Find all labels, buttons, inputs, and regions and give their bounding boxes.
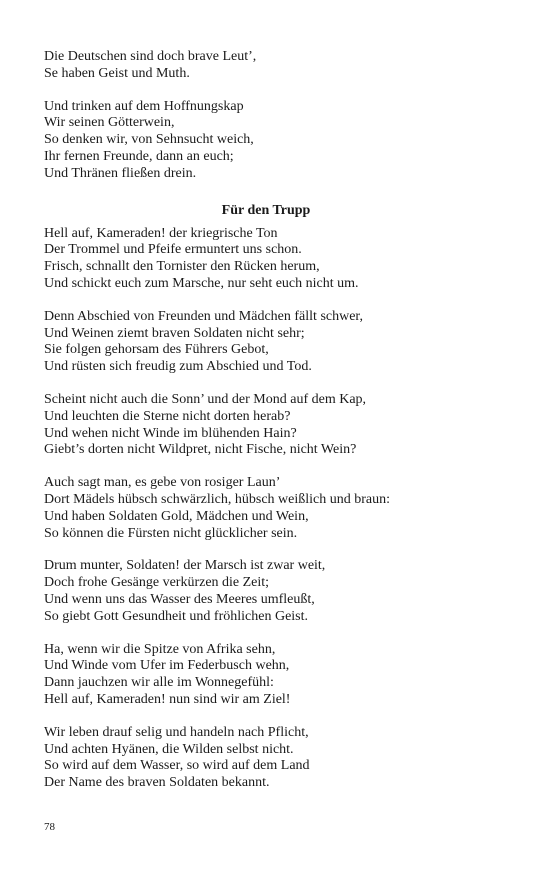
verse-line: Der Trommel und Pfeife ermuntert uns schon.	[44, 242, 302, 258]
verse-line: Und wehen nicht Winde im blühenden Hain?	[44, 425, 297, 441]
poem-stanza-2	[44, 309, 514, 376]
verse-line: So können die Fürsten nicht glücklicher sein.	[44, 525, 298, 541]
poem-stanza-4	[44, 475, 514, 542]
verse-line: Sie folgen gehorsam des Führers Gebot,	[44, 342, 269, 358]
page-number: 78	[44, 821, 55, 833]
verse-line: Dort Mädels hübsch schwärzlich, hübsch weißlich und braun:	[44, 491, 391, 507]
verse-line: Doch frohe Gesänge verkürzen die Zeit;	[44, 575, 270, 591]
verse-line: Wir seinen Götterwein,	[44, 115, 175, 131]
verse-line: Denn Abschied von Freunden und Mädchen fällt schwer,	[44, 308, 364, 324]
fragment-stanza-2	[44, 99, 514, 183]
poem-stanza-5	[44, 558, 514, 625]
verse-line: Ihr fernen Freunde, dann an euch;	[44, 148, 234, 164]
verse-line: Und wenn uns das Wasser des Meeres umfleußt,	[44, 591, 315, 607]
poem-stanza-1	[44, 226, 514, 293]
verse-line: Giebt’s dorten nicht Wildpret, nicht Fische, nicht Wein?	[44, 442, 357, 458]
verse-line: Der Name des braven Soldaten bekannt.	[44, 775, 270, 791]
verse-line: Drum munter, Soldaten! der Marsch ist zwar weit,	[44, 558, 326, 574]
verse-line: Ha, wenn wir die Spitze von Afrika sehn,	[44, 641, 276, 657]
verse-line: Auch sagt man, es gebe von rosiger Laun’	[44, 475, 281, 491]
verse-line: Und Thränen fließen drein.	[44, 165, 197, 181]
verse-line: Die Deutschen sind doch brave Leut’,	[44, 49, 257, 64]
text-block	[44, 49, 514, 808]
fragment-stanza-1	[44, 49, 514, 83]
verse-line: Und Weinen ziemt braven Soldaten nicht sehr;	[44, 325, 305, 341]
verse-line: Dann jauchzen wir alle im Wonnegefühl:	[44, 675, 274, 691]
verse-line: Und haben Soldaten Gold, Mädchen und Wein,	[44, 508, 309, 524]
verse-line: So wird auf dem Wasser, so wird auf dem Land	[44, 758, 310, 774]
verse-line: Hell auf, Kameraden! nun sind wir am Ziel!	[44, 691, 291, 707]
verse-line: Und rüsten sich freudig zum Abschied und Tod.	[44, 359, 312, 375]
poem-title: Für den Trupp	[221, 202, 311, 218]
poem-stanza-7	[44, 725, 514, 792]
verse-line: Und schickt euch zum Marsche, nur seht euch nicht um.	[44, 275, 359, 291]
verse-line: Und achten Hyänen, die Wilden selbst nicht.	[44, 741, 294, 757]
verse-line: Scheint nicht auch die Sonn’ und der Mond auf dem Kap,	[44, 391, 367, 407]
poem-stanza-6	[44, 642, 514, 709]
verse-line: Und trinken auf dem Hoffnungskap	[44, 98, 244, 114]
verse-line: So giebt Gott Gesundheit und fröhlichen Geist.	[44, 608, 309, 624]
verse-line: Und Winde vom Ufer im Federbusch wehn,	[44, 658, 290, 674]
verse-line: Se haben Geist und Muth.	[44, 65, 190, 81]
verse-line: So denken wir, von Sehnsucht weich,	[44, 132, 254, 148]
verse-line: Und leuchten die Sterne nicht dorten herab?	[44, 408, 291, 424]
verse-line: Wir leben drauf selig und handeln nach Pflicht,	[44, 724, 309, 740]
verse-line: Hell auf, Kameraden! der kriegrische Ton	[44, 225, 278, 241]
verse-line: Frisch, schnallt den Tornister den Rücken herum,	[44, 259, 320, 275]
poem-stanza-3	[44, 392, 514, 459]
